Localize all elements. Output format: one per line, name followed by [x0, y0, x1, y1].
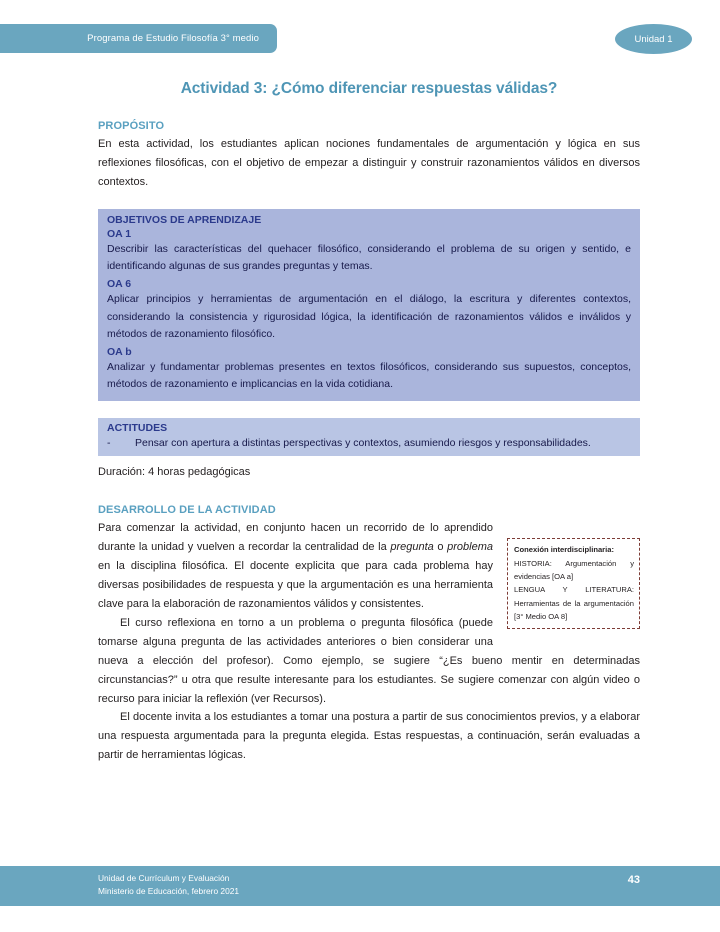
actitudes-item — [107, 435, 631, 451]
footer-line-1: Unidad de Currículum y Evaluación — [98, 873, 230, 883]
desarrollo-paragraph-2: El curso reflexiona en torno a un problema o pregunta filosófica (puede tomarse alguna pregunta de las actividades anteriores o bien considerar una nueva a elección del profesor). Como ejemplo, se sugiere “¿Es bueno mentir en determinadas circunstancias?” u otra que resulte interesante para los estudiantes. Se sugiere comenzar con algún video o recurso para iniciar la reflexión (ver Recursos). — [98, 616, 640, 705]
objetivos-box — [98, 209, 640, 401]
page-title: Actividad 3: ¿Cómo diferenciar respuestas válidas? — [180, 80, 558, 97]
program-header-label: Programa de Estudio Filosofía 3° medio — [87, 33, 259, 44]
conexion-title: Conexión interdisciplinaria: — [514, 545, 615, 555]
conexion-interdisciplinaria-box — [507, 538, 640, 628]
desarrollo-p1-emphasis-pregunta: pregunta — [390, 541, 434, 554]
desarrollo-p1-emphasis-problema: problema — [447, 541, 493, 554]
actitudes-bullet: - — [107, 437, 111, 450]
oa-code-3: OA b — [107, 345, 132, 358]
actitudes-item-text: Pensar con apertura a distintas perspectivas y contextos, asumiendo riesgos y responsabilidades. — [135, 437, 591, 450]
footer-line-2: Ministerio de Educación, febrero 2021 — [98, 886, 240, 897]
conexion-line-2: LENGUA Y LITERATURA: Herramientas de la argumentación [3° Medio OA 8] — [514, 585, 634, 621]
desarrollo-p1-part-b: o — [433, 541, 448, 554]
actitudes-heading: ACTITUDES — [107, 422, 168, 435]
program-header-tab — [0, 24, 277, 53]
desarrollo-section — [98, 504, 640, 765]
actitudes-box — [98, 418, 640, 456]
conexion-line-1: HISTORIA: Argumentación y evidencias [OA a] — [514, 559, 634, 582]
proposito-text: En esta actividad, los estudiantes aplican nociones fundamentales de argumentación y lógica en sus reflexiones filosóficas, con el objetivo de empezar a distinguir y construir razonamientos válidos en diversos contextos. — [98, 138, 640, 188]
oa-text-1: Describir las características del quehacer filosófico, considerando el problema de su origen y sentido, e identificando algunas de sus grandes preguntas y temas. — [107, 242, 631, 273]
desarrollo-p1-part-c: en la disciplina filosófica. El docente explicita que para cada problema hay diversas posibilidades de respuesta y que la argumentación es una herramienta clave para la elaboración de razonamientos válidos y consistentes. — [98, 560, 493, 610]
oa-code-2: OA 6 — [107, 277, 132, 290]
oa-text-2: Aplicar principios y herramientas de argumentación en el diálogo, la escritura y diferentes contextos, considerando la consistencia y rigurosidad lógica, la identificación de razonamientos válidos e inválidos y métodos de razonamiento filosófico. — [107, 292, 631, 341]
desarrollo-p1-part-a: Para comenzar la actividad, en conjunto hacen un recorrido de lo aprendido durante la unidad y vuelven a recordar la centralidad de la — [98, 522, 493, 554]
unit-badge — [615, 24, 692, 54]
desarrollo-heading: DESARROLLO DE LA ACTIVIDAD — [98, 504, 276, 517]
unit-badge-label: Unidad 1 — [634, 33, 673, 45]
proposito-section — [98, 120, 640, 192]
oa-text-3: Analizar y fundamentar problemas presentes en textos filosóficos, considerando sus supuestos, conceptos, métodos de razonamiento e implicancias en la vida cotidiana. — [107, 360, 631, 391]
objetivos-heading: OBJETIVOS DE APRENDIZAJE — [107, 213, 262, 226]
page-number: 43 — [627, 874, 640, 886]
duracion-text: Duración: 4 horas pedagógicas — [98, 466, 251, 479]
page-content — [98, 80, 640, 765]
proposito-heading: PROPÓSITO — [98, 120, 165, 132]
footer-credits — [98, 872, 239, 898]
desarrollo-paragraph-3: El docente invita a los estudiantes a tomar una postura a partir de sus conocimientos previos, y a elaborar una respuesta argumentada para la pregunta elegida. Estas respuestas, a continuación, serán evaluadas a partir de herramientas lógicas. — [98, 711, 640, 762]
oa-code-1: OA 1 — [107, 227, 132, 240]
